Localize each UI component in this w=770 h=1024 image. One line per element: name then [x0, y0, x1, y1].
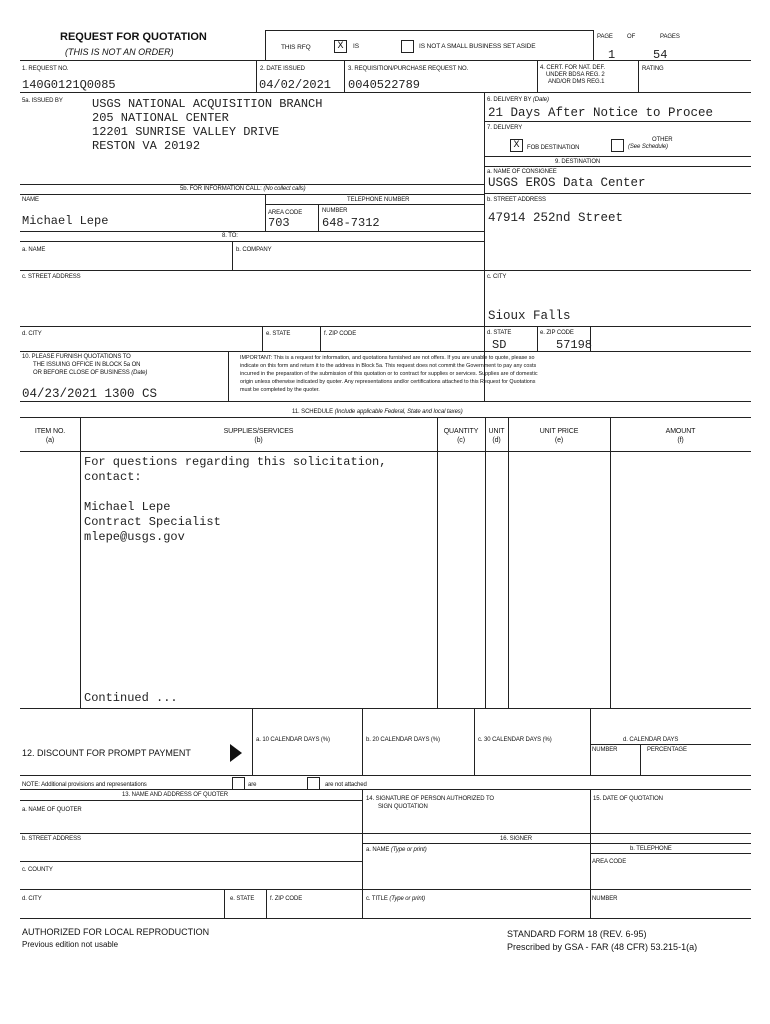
requisition-value: 0040522789: [348, 78, 421, 92]
is-checkbox[interactable]: X: [334, 40, 347, 53]
delivery-by-value: 21 Days After Notice to Procee: [488, 106, 714, 120]
discount-calendar-label: d. CALENDAR DAYS: [623, 737, 679, 743]
footer-left-1: AUTHORIZED FOR LOCAL REPRODUCTION: [22, 927, 210, 937]
request-no-value: 140G0121Q0085: [22, 78, 116, 92]
signer-telephone-label: b. TELEPHONE: [630, 846, 672, 852]
dest-state-value: SD: [492, 338, 507, 352]
cert-label-1: 4. CERT. FOR NAT. DEF.: [540, 65, 605, 71]
issued-by-line-2: 205 NATIONAL CENTER: [92, 111, 229, 125]
area-code-value: 703: [268, 216, 290, 230]
important-notice: IMPORTANT: This is a request for information, and quotations furnished are not offers. If you are unable to quote, please so indicate on this form and return it to the address in Block 5a. This request does not commit the Government to pay any costs incurred in the preparation of the submission of this quotation or to contract for supplies or services. Supplies are of domestic origin unless otherwise indicated by quoter. Any representations and/or certifications attached to this Request for Quotations must be completed by the quoter.: [240, 355, 538, 393]
col-qty-header: QUANTITY (c): [443, 428, 479, 444]
telephone-label: TELEPHONE NUMBER: [347, 197, 410, 203]
col-unit-header: UNIT (d): [488, 428, 505, 444]
delivery-by-label: 6. DELIVERY BY (Date): [487, 97, 549, 103]
form-title: REQUEST FOR QUOTATION: [60, 31, 207, 43]
form-subtitle: (THIS IS NOT AN ORDER): [65, 47, 174, 57]
dest-street-label: b. STREET ADDRESS: [487, 197, 546, 203]
request-no-label: 1. REQUEST NO.: [22, 66, 69, 72]
furnish-label-1: 10. PLEASE FURNISH QUOTATIONS TO: [22, 354, 131, 360]
arrow-right-icon: [230, 744, 242, 762]
fob-destination-checkbox[interactable]: X: [510, 139, 523, 152]
not-small-business-label: IS NOT A SMALL BUSINESS SET ASIDE: [419, 43, 536, 50]
footer-right-1: STANDARD FORM 18 (REV. 6-95): [507, 929, 647, 939]
are-label: are: [248, 782, 257, 788]
discount-number-label: NUMBER: [592, 747, 618, 753]
quoter-zip-label: f. ZIP CODE: [270, 896, 303, 902]
page-value: 1: [608, 48, 616, 62]
discount-label: 12. DISCOUNT FOR PROMPT PAYMENT: [22, 748, 191, 758]
destination-label: 9. DESTINATION: [555, 159, 601, 165]
issued-by-line-3: 12201 SUNRISE VALLEY DRIVE: [92, 125, 280, 139]
discount-20-label: b. 20 CALENDAR DAYS (%): [366, 737, 440, 743]
date-issued-label: 2. DATE ISSUED: [260, 66, 305, 72]
col-supplies-header: SUPPLIES/SERVICES (b): [223, 428, 294, 444]
footer-left-2: Previous edition not usable: [22, 940, 119, 949]
pages-label: PAGES: [660, 34, 680, 40]
number-value: 648-7312: [322, 216, 380, 230]
not-small-business-checkbox[interactable]: [401, 40, 414, 53]
signer-name-label: a. NAME (Type or print): [366, 847, 427, 853]
signature-label-2: SIGN QUOTATION: [378, 804, 428, 810]
to-company-label: b. COMPANY: [236, 247, 272, 253]
furnish-label-2: THE ISSUING OFFICE IN BLOCK 5a ON: [33, 362, 141, 368]
pages-value: 54: [653, 48, 668, 62]
quoter-name-label: a. NAME OF QUOTER: [22, 807, 82, 813]
col-amount-header: AMOUNT (f): [665, 428, 696, 444]
info-call-label: 5b. FOR INFORMATION CALL: (No collect calls): [180, 186, 306, 192]
signer-number-label: NUMBER: [592, 896, 618, 902]
requisition-label: 3. REQUISITION/PURCHASE REQUEST NO.: [348, 66, 469, 72]
schedule-continued: Continued ...: [84, 691, 178, 705]
furnish-date-value: 04/23/2021 1300 CS: [22, 387, 158, 401]
other-checkbox[interactable]: [611, 139, 624, 152]
col-item-header: ITEM NO. (a): [34, 428, 66, 444]
to-label: 8. TO:: [222, 233, 238, 239]
are-not-label: are not attached: [325, 782, 367, 788]
dest-street-value: 47914 252nd Street: [488, 211, 624, 225]
of-label: OF: [627, 34, 636, 40]
other-sub-label: (See Schedule): [628, 144, 668, 150]
cert-label-3: AND/OR DMS REG.1: [548, 79, 605, 85]
to-city-label: d. CITY: [22, 331, 42, 337]
col-price-header: UNIT PRICE (e): [539, 428, 579, 444]
cert-label-2: UNDER BDSA REG. 2: [546, 72, 605, 78]
dest-city-value: Sioux Falls: [488, 309, 571, 323]
discount-10-label: a. 10 CALENDAR DAYS (%): [256, 737, 330, 743]
area-code-label: AREA CODE: [268, 210, 303, 216]
quoter-county-label: c. COUNTY: [22, 867, 53, 873]
issued-by-line-4: RESTON VA 20192: [92, 139, 201, 153]
signer-title-label: c. TITLE (Type or print): [366, 896, 426, 902]
other-label: OTHER: [652, 137, 673, 143]
note-label: NOTE: Additional provisions and representations: [22, 782, 147, 788]
consignee-label: a. NAME OF CONSIGNEE: [487, 169, 557, 175]
number-label: NUMBER: [322, 208, 348, 214]
schedule-description: For questions regarding this solicitation, contact: Michael Lepe Contract Specialist mlepe@usgs.gov: [84, 455, 387, 544]
furnish-label-3: OR BEFORE CLOSE OF BUSINESS (Date): [33, 370, 148, 376]
quotation-date-label: 15. DATE OF QUOTATION: [593, 796, 663, 802]
quoter-street-label: b. STREET ADDRESS: [22, 836, 81, 842]
is-label: IS: [353, 43, 359, 50]
dest-city-label: c. CITY: [487, 274, 507, 280]
delivery-label: 7. DELIVERY: [487, 125, 523, 131]
footer-right-2: Prescribed by GSA - FAR (48 CFR) 53.215-1(a): [507, 942, 698, 952]
quoter-section-label: 13. NAME AND ADDRESS OF QUOTER: [122, 792, 229, 798]
discount-30-label: c. 30 CALENDAR DAYS (%): [478, 737, 552, 743]
to-street-label: c. STREET ADDRESS: [22, 274, 81, 280]
dest-zip-label: e. ZIP CODE: [540, 330, 574, 336]
discount-percentage-label: PERCENTAGE: [647, 747, 687, 753]
schedule-label: 11. SCHEDULE (Include applicable Federal, State and local taxes): [292, 409, 463, 415]
to-zip-label: f. ZIP CODE: [324, 331, 357, 337]
issued-by-line-1: USGS NATIONAL ACQUISITION BRANCH: [92, 97, 323, 111]
dest-state-label: d. STATE: [487, 330, 512, 336]
signer-label: 16. SIGNER: [500, 836, 533, 842]
page-label: PAGE: [597, 34, 613, 40]
rating-label: RATING: [642, 66, 664, 72]
info-name-value: Michael Lepe: [22, 214, 109, 228]
quoter-city-label: d. CITY: [22, 896, 42, 902]
fob-destination-label: FOB DESTINATION: [527, 145, 580, 151]
dest-zip-value: 57198: [556, 338, 593, 352]
signer-area-code-label: AREA CODE: [592, 859, 627, 865]
signature-label-1: 14. SIGNATURE OF PERSON AUTHORIZED TO: [366, 796, 494, 802]
to-name-label: a. NAME: [22, 247, 46, 253]
date-issued-value: 04/02/2021: [259, 78, 332, 92]
issued-by-label: 5a. ISSUED BY: [22, 98, 63, 104]
quoter-state-label: e. STATE: [230, 896, 255, 902]
to-state-label: e. STATE: [266, 331, 291, 337]
consignee-value: USGS EROS Data Center: [488, 176, 646, 190]
this-rfq-label: THIS RFQ: [281, 44, 311, 51]
info-name-label: NAME: [22, 197, 39, 203]
